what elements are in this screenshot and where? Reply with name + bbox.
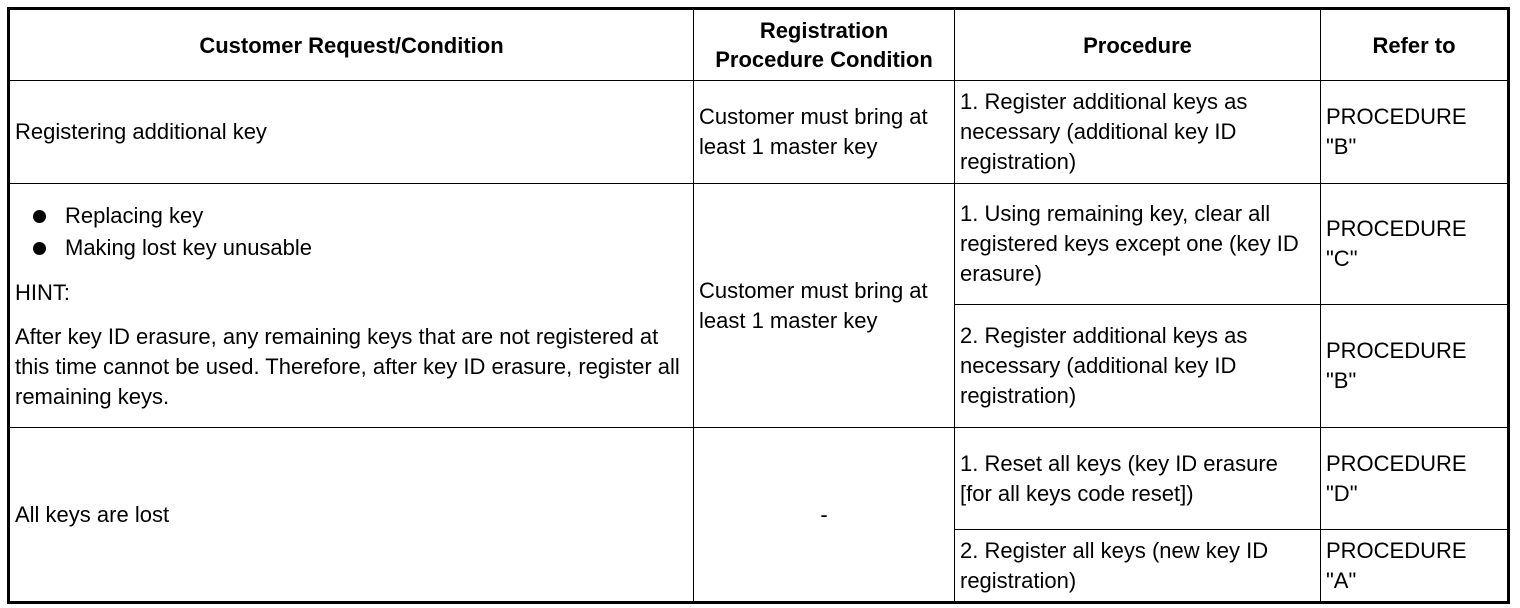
key-registration-table [7,7,1510,604]
list-item-label: Replacing key [65,202,204,228]
header-refer-to: Refer to [1321,9,1509,81]
list-item [33,232,688,264]
header-registration-condition-line2: Procedure Condition [715,47,933,72]
procedure-step-cell: 2. Register additional keys as necessary (additional key ID registration) [955,305,1321,428]
procedure-step-cell: 1. Register additional keys as necessary (additional key ID registration) [955,81,1321,184]
hint-text: After key ID erasure, any remaining keys that are not registered at this time cannot be used. Therefore, after key ID erasure, register all remaining keys. [15,323,680,409]
procedure-step-cell: 1. Reset all keys (key ID erasure [for all keys code reset]) [955,428,1321,530]
refer-to-cell: PROCEDURE "C" [1321,184,1509,305]
header-registration-condition-line1: Registration [759,18,889,43]
request-bullet-list [15,200,688,264]
header-customer-request: Customer Request/Condition [9,9,694,81]
table-row [9,184,1509,305]
bullet-icon [33,242,46,255]
table-row [9,81,1509,184]
refer-to-cell: PROCEDURE "B" [1321,81,1509,184]
refer-to-cell: PROCEDURE "B" [1321,305,1509,428]
table-header-row [9,9,1509,81]
header-registration-condition [694,9,955,81]
bullet-icon [33,210,46,223]
header-procedure: Procedure [955,9,1321,81]
procedure-step-cell: 2. Register all keys (new key ID registration) [955,530,1321,603]
condition-cell: Customer must bring at least 1 master key [694,81,955,184]
refer-to-cell: PROCEDURE "D" [1321,428,1509,530]
procedure-step-cell: 1. Using remaining key, clear all registered keys except one (key ID erasure) [955,184,1321,305]
table-row [9,428,1509,530]
list-item-label: Making lost key unusable [65,234,313,260]
request-cell: Registering additional key [9,81,694,184]
refer-to-cell: PROCEDURE "A" [1321,530,1509,603]
condition-cell: - [694,428,955,603]
list-item [33,200,688,232]
request-cell: All keys are lost [9,428,694,603]
request-cell [9,184,694,428]
hint-label: HINT: [15,279,70,305]
condition-cell: Customer must bring at least 1 master key [694,184,955,428]
